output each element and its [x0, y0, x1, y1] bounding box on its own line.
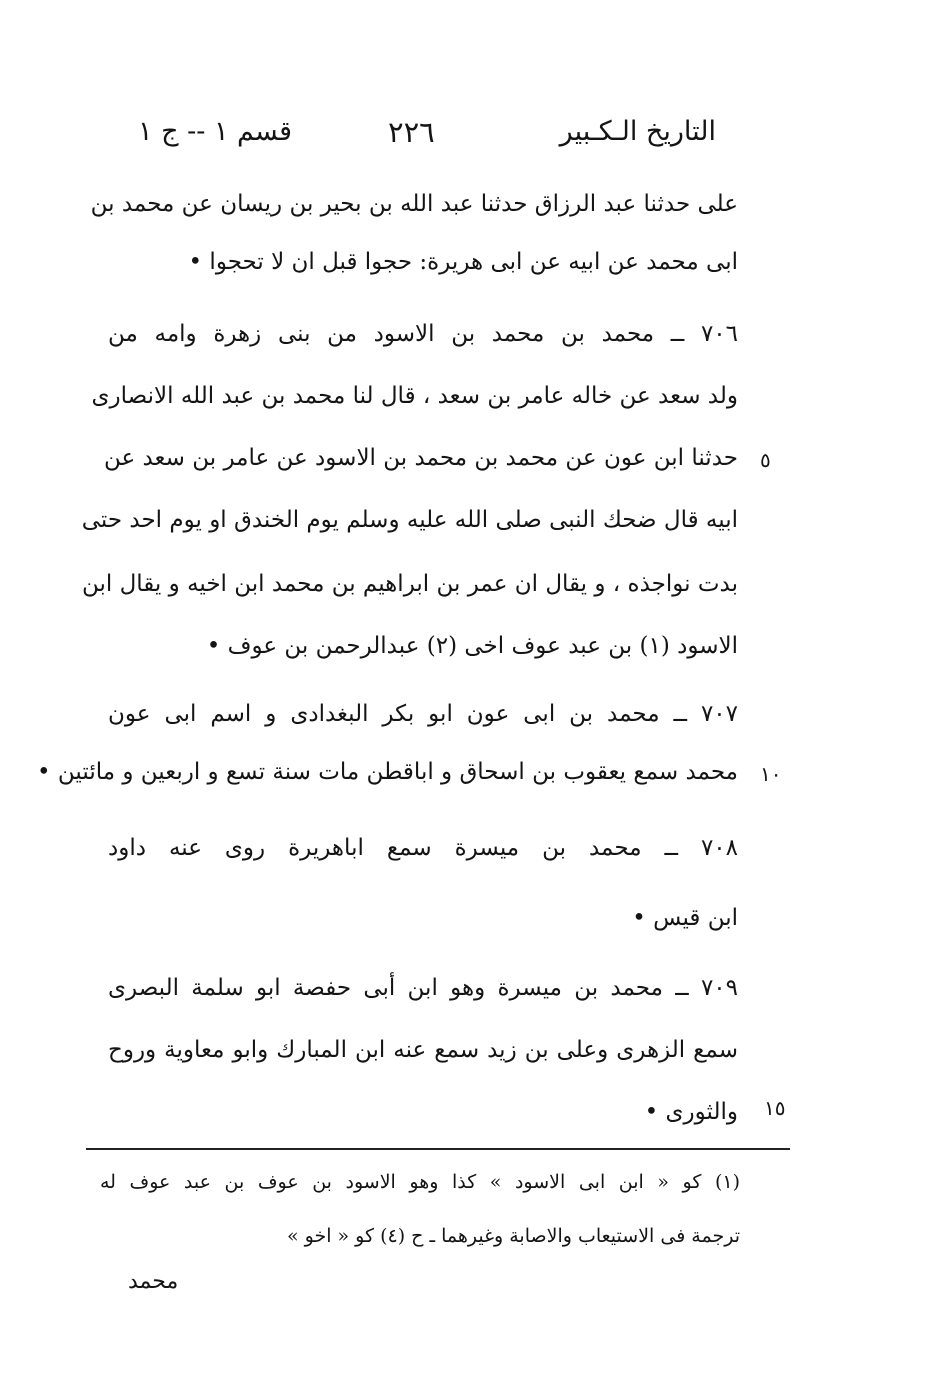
entry-709-heading: ٧٠٩ ــ محمد بن ميسرة وهو ابن أبى حفصة ابو سلمة البصرى	[108, 975, 738, 1001]
entry-706-heading: ٧٠٦ ــ محمد بن محمد بن الاسود من بنى زهرة وامه من	[108, 321, 738, 347]
text-line-4: ولد سعد عن خاله عامر بن سعد ، قال لنا محمد بن عبد الله الانصارى	[91, 383, 738, 409]
text-line-12: ابن قيس •	[632, 905, 738, 931]
footnote-divider	[86, 1148, 790, 1150]
catchword: محمد	[128, 1269, 179, 1294]
text-line-5: حدثنا ابن عون عن محمد بن محمد بن الاسود عن عامر بن سعد عن	[103, 445, 738, 471]
text-line-2: ابى محمد عن ابيه عن ابى هريرة: حجوا قبل ان لا تحجوا •	[188, 249, 738, 275]
running-title: التاريخ الـكـبير	[559, 116, 716, 147]
entry-708-heading: ٧٠٨ ــ محمد بن ميسرة سمع اباهريرة روى عنه داود	[108, 835, 738, 861]
text-line-10: محمد سمع يعقوب بن اسحاق و اباقطن مات سنة تسع و اربعين و مائتين •	[37, 759, 738, 785]
line-number-5: ٥	[760, 448, 771, 472]
text-line-6: ابيه قال ضحك النبى صلى الله عليه وسلم يوم الخندق او يوم احد حتى	[81, 507, 738, 533]
part-volume-label: قسم ١ -- ج ١	[138, 116, 293, 147]
text-line-7: بدت نواجذه ، و يقال ان عمر بن ابراهيم بن محمد ابن اخيه و يقال ابن	[81, 571, 738, 597]
text-line-15: والثورى •	[644, 1099, 738, 1125]
line-number-10: ١٠	[760, 762, 782, 786]
page-number: ٢٢٦	[388, 115, 435, 149]
entry-707-heading: ٧٠٧ ــ محمد بن ابى عون ابو بكر البغدادى و اسم ابى عون	[108, 701, 738, 727]
footnote-2: ترجمة فى الاستيعاب والاصابة وغيرهما ـ ح (٤) كو « اخو »	[286, 1225, 740, 1247]
footnote-1: (١) كو « ابن ابى الاسود » كذا وهو الاسود بن عوف بن عبد عوف له	[100, 1171, 740, 1193]
text-line-14: سمع الزهرى وعلى بن زيد سمع عنه ابن المبارك وابو معاوية وروح	[108, 1037, 738, 1063]
text-line-8: الاسود (١) بن عبد عوف اخى (٢) عبدالرحمن بن عوف •	[206, 633, 738, 659]
text-line-1: على حدثنا عبد الرزاق حدثنا عبد الله بن بحير بن ريسان عن محمد بن	[90, 191, 738, 217]
line-number-15: ١٥	[764, 1096, 786, 1120]
